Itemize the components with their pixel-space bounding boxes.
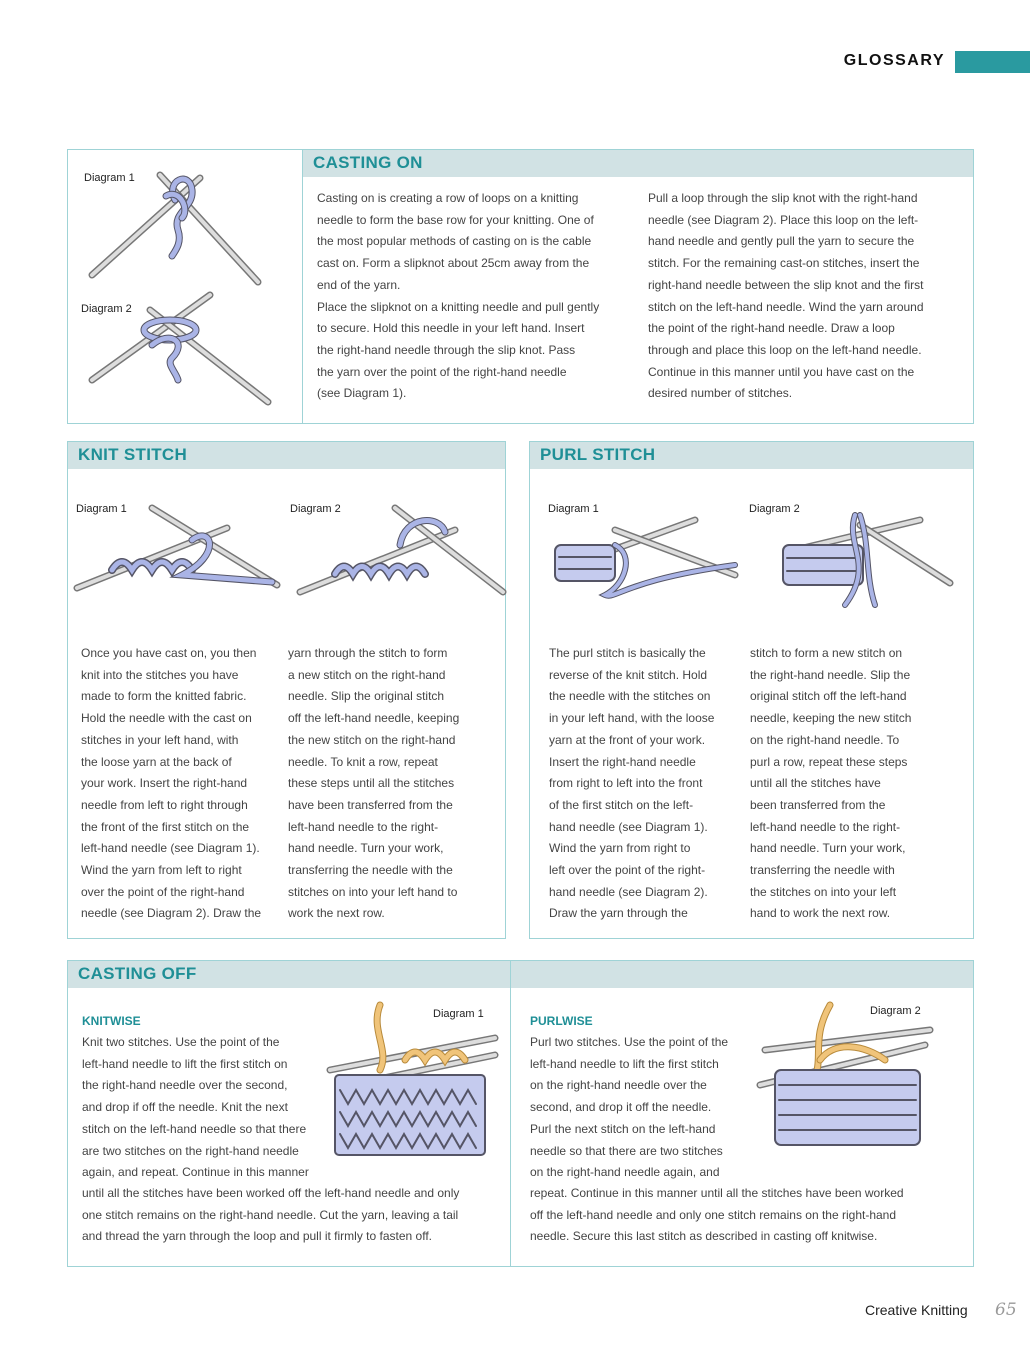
purl-stitch-diagram2-illustration <box>775 505 965 610</box>
page-number: 65 <box>995 1300 1017 1320</box>
knitwise-diagram-illustration <box>320 1000 500 1160</box>
purlwise-diagram-label: Diagram 2 <box>870 1005 921 1017</box>
knitwise-text-top: Knit two stitches. Use the point of the left-hand needle to lift the first stitch on the right-hand needle over the second, and drop if off the needle. Knit the next stitch on the left-hand needle so that there are two stitches on the right-hand needle again, and repeat. Continue in this manner <box>82 1035 309 1180</box>
casting-on-text-col1: Casting on is creating a row of loops on a knitting needle to form the base row for your knitting. One of the most popular methods of casting on is the cable cast on. Form a slipknot about 25cm away from the end of the yarn. Place the slipknot on a knitting needle and pull gently to secure. Hold this needle in your left hand. Insert the right-hand needle through the slip knot. Pass the yarn over the point of the right-hand needle (see Diagram 1). <box>317 191 600 401</box>
purl-stitch-diagram1-illustration <box>545 505 745 610</box>
knit-stitch-diagram2-label: Diagram 2 <box>290 503 341 515</box>
purlwise-heading: PURLWISE <box>530 1014 593 1028</box>
purlwise-text-top: Purl two stitches. Use the point of the left-hand needle to lift the first stitch on the right-hand needle over the second, and drop it off the needle. Purl the next stitch on the left-hand needle so that there are two stitches on the right-hand needle again, and <box>530 1035 729 1180</box>
purl-stitch-diagram2-label: Diagram 2 <box>749 503 800 515</box>
knit-stitch-heading: KNIT STITCH <box>68 442 505 469</box>
knit-stitch-diagram1-illustration <box>72 500 287 600</box>
knit-stitch-text-col2: yarn through the stitch to form a new stitch on the right-hand needle. Slip the original stitch off the left-hand needle, keeping the new stitch on the right-hand needle. To knit a row, repeat these steps until all the stitches have been transferred from the left-hand needle to the right- hand needle. Turn your work, transferring the needle with the stitches on into your left hand to work the next row. <box>288 646 460 921</box>
purl-stitch-text-col2: stitch to form a new stitch on the right-hand needle. Slip the original stitch off the left-hand needle, keeping the new stitch on the right-hand needle. To purl a row, repeat these steps until all the stitches have been transferred from the left-hand needle to the right- hand needle. Turn your work, transferring the needle with the stitches on into your left hand to work the next row. <box>750 646 912 921</box>
casting-on-diagram1-illustration <box>80 160 290 290</box>
section-title: GLOSSARY <box>843 52 945 69</box>
purl-stitch-heading: PURL STITCH <box>530 442 973 469</box>
knit-stitch-diagram2-illustration <box>295 500 510 600</box>
casting-off-divider <box>510 960 511 1267</box>
knit-stitch-diagram1-label: Diagram 1 <box>76 503 127 515</box>
knitwise-text-bottom: until all the stitches have been worked off the left-hand needle and only one stitch remains on the right-hand needle. Cut the yarn, leaving a tail and thread the yarn through the loop and pull it firmly to fasten off. <box>82 1186 460 1244</box>
knit-stitch-text-col1: Once you have cast on, you then knit into the stitches you have made to form the knitted fabric. Hold the needle with the cast on stitches in your left hand, with the loose yarn at the back of your work. Insert the right-hand needle from left to right through the front of the first stitch on the left-hand needle (see Diagram 1). Wind the yarn from left to right over the point of the right-hand needle (see Diagram 2). Draw the <box>81 646 262 921</box>
casting-off-heading: CASTING OFF <box>68 961 973 988</box>
knitwise-diagram-label: Diagram 1 <box>433 1008 484 1020</box>
casting-on-heading: CASTING ON <box>303 150 973 177</box>
purlwise-diagram-illustration <box>755 1000 935 1150</box>
casting-on-diagram2-label: Diagram 2 <box>81 303 132 315</box>
purlwise-text-bottom: repeat. Continue in this manner until all the stitches have been worked off the left-hand needle and only one stitch remains on the right-hand needle. Secure this last stitch as described in casting off knitwise. <box>530 1186 904 1244</box>
casting-on-text-col2: Pull a loop through the slip knot with the right-hand needle (see Diagram 2). Place this loop on the left- hand needle and gently pull the yarn to secure the stitch. For the remaining cast-on stitches, insert the right-hand needle between the slip knot and the first stitch on the left-hand needle. Wind the yarn around the point of the right-hand needle. Draw a loop through and place this loop on the left-hand needle. Continue in this manner until you have cast on the desired number of stitches. <box>648 191 924 401</box>
purl-stitch-diagram1-label: Diagram 1 <box>548 503 599 515</box>
section-accent-bar <box>955 51 1030 73</box>
publication-name: Creative Knitting <box>865 1302 968 1318</box>
casting-on-divider <box>302 149 303 424</box>
purl-stitch-text-col1: The purl stitch is basically the reverse of the knit stitch. Hold the needle with the stitches on in your left hand, with the loose yarn at the front of your work. Insert the right-hand needle from right to left into the front of the first stitch on the left- hand needle (see Diagram 1). Wind the yarn from right to left over the point of the right- hand needle (see Diagram 2). Draw the yarn through the <box>549 646 715 921</box>
knitwise-heading: KNITWISE <box>82 1014 141 1028</box>
casting-on-diagram2-illustration <box>80 290 290 420</box>
casting-on-diagram1-label: Diagram 1 <box>84 172 135 184</box>
